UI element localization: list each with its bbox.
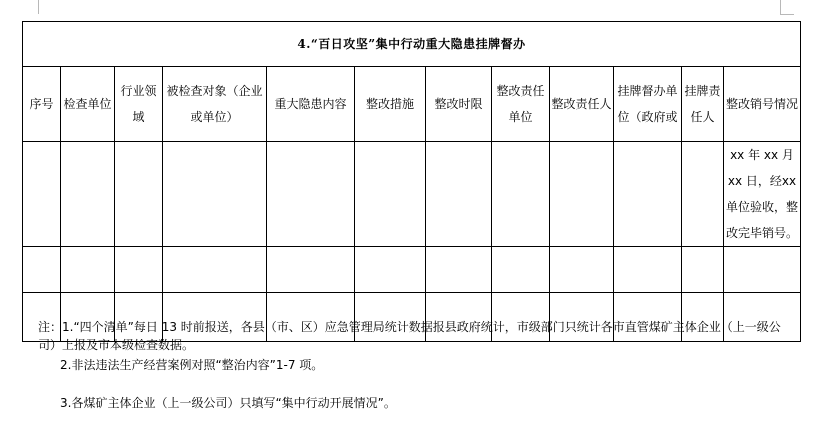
supervision-table bbox=[22, 21, 801, 342]
cell[interactable] bbox=[115, 247, 163, 293]
cell[interactable] bbox=[492, 142, 550, 247]
cell[interactable] bbox=[426, 247, 492, 293]
cell[interactable] bbox=[163, 142, 267, 247]
header-check-unit: 检查单位 bbox=[61, 67, 115, 142]
header-rectify-measures: 整改措施 bbox=[355, 67, 426, 142]
cell[interactable] bbox=[355, 247, 426, 293]
cell[interactable] bbox=[267, 247, 355, 293]
note-1: 注：1.“四个清单”每日 13 时前报送，各县（市、区）应急管理局统计数据报县政府统计，市级部门只统计各市直管煤矿主体企业（上一级公司）上报及市本级检查数据。 bbox=[38, 320, 781, 352]
cell[interactable] bbox=[115, 142, 163, 247]
cell[interactable] bbox=[163, 247, 267, 293]
cell[interactable] bbox=[492, 247, 550, 293]
header-responsible-person: 整改责任人 bbox=[550, 67, 614, 142]
table-title: 4.“百日攻坚”集中行动重大隐患挂牌督办 bbox=[23, 22, 801, 67]
cell[interactable] bbox=[724, 247, 801, 293]
closure-example-note[interactable]: xx 年 xx 月 xx 日，经xx单位验收，整改完毕销号。 bbox=[724, 142, 801, 247]
cell[interactable] bbox=[23, 142, 61, 247]
crop-mark-right-h bbox=[780, 14, 794, 15]
table-row bbox=[23, 142, 801, 247]
cell[interactable] bbox=[267, 142, 355, 247]
cell[interactable] bbox=[23, 247, 61, 293]
header-closure-status: 整改销号情况 bbox=[724, 67, 801, 142]
header-industry: 行业领域 bbox=[115, 67, 163, 142]
header-supervising-person: 挂牌责任人 bbox=[682, 67, 724, 142]
header-responsible-unit: 整改责任单位 bbox=[492, 67, 550, 142]
cell[interactable] bbox=[614, 142, 682, 247]
cell[interactable] bbox=[61, 247, 115, 293]
header-inspected-object: 被检查对象（企业或单位） bbox=[163, 67, 267, 142]
cell[interactable] bbox=[550, 247, 614, 293]
header-seq: 序号 bbox=[23, 67, 61, 142]
header-supervising-unit: 挂牌督办单位（政府或 bbox=[614, 67, 682, 142]
cell[interactable] bbox=[355, 142, 426, 247]
note-3: 3.各煤矿主体企业（上一级公司）只填写“集中行动开展情况”。 bbox=[60, 396, 396, 410]
crop-mark-right bbox=[780, 0, 781, 14]
header-row bbox=[23, 67, 801, 142]
note-2: 2.非法违法生产经营案例对照“整治内容”1-7 项。 bbox=[60, 358, 324, 372]
header-rectify-deadline: 整改时限 bbox=[426, 67, 492, 142]
cell[interactable] bbox=[550, 142, 614, 247]
cell[interactable] bbox=[682, 142, 724, 247]
cell[interactable] bbox=[426, 142, 492, 247]
cell[interactable] bbox=[614, 247, 682, 293]
header-hazard-content: 重大隐患内容 bbox=[267, 67, 355, 142]
cell[interactable] bbox=[682, 247, 724, 293]
cell[interactable] bbox=[61, 142, 115, 247]
crop-mark-left bbox=[38, 0, 39, 14]
table-row bbox=[23, 247, 801, 293]
